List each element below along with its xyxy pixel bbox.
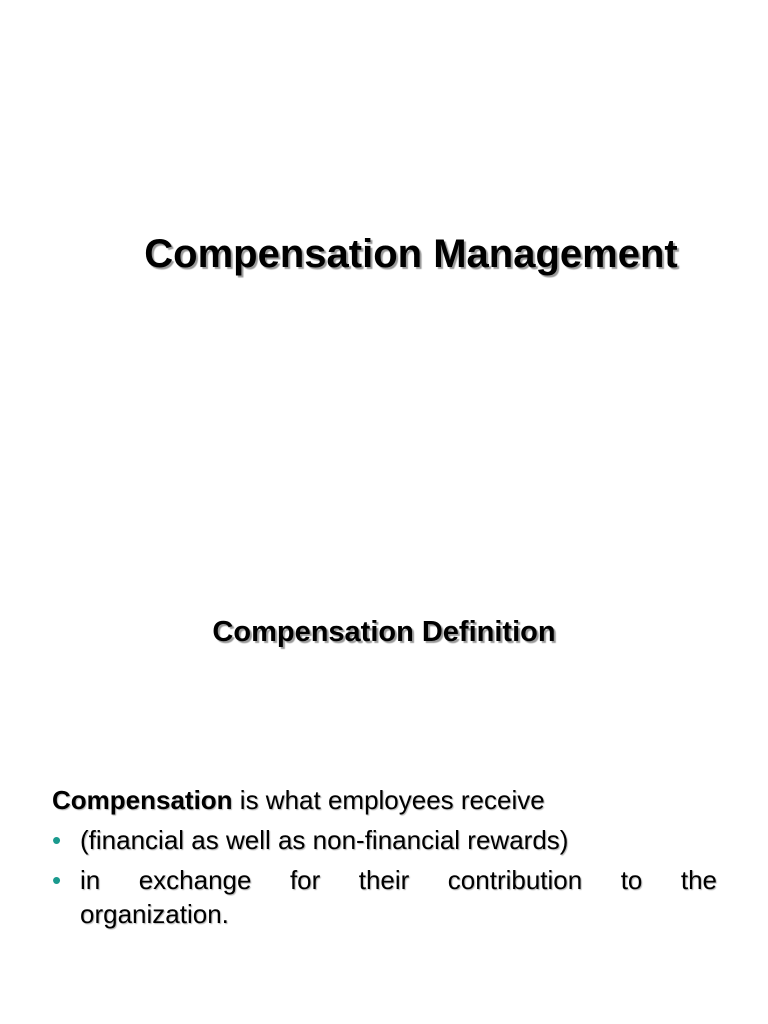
definition-lead <box>52 783 717 817</box>
definition-term: Compensation <box>52 785 233 815</box>
list-item-text: (financial as well as non-financial rewards) <box>80 825 569 855</box>
slide-title: Compensation Management <box>144 232 678 276</box>
list-item-text: in exchange for their contribution to the <box>80 865 717 895</box>
list-item <box>52 823 717 857</box>
definition-text: is what employees receive <box>232 785 545 815</box>
section-heading: Compensation Definition <box>212 616 556 648</box>
definition-body <box>52 783 717 937</box>
list-item-text-continued: organization. <box>80 899 229 929</box>
bullet-list <box>52 823 717 931</box>
list-item <box>52 863 717 931</box>
bullet-dot-icon: • <box>52 825 62 855</box>
bullet-dot-icon: • <box>52 865 62 895</box>
